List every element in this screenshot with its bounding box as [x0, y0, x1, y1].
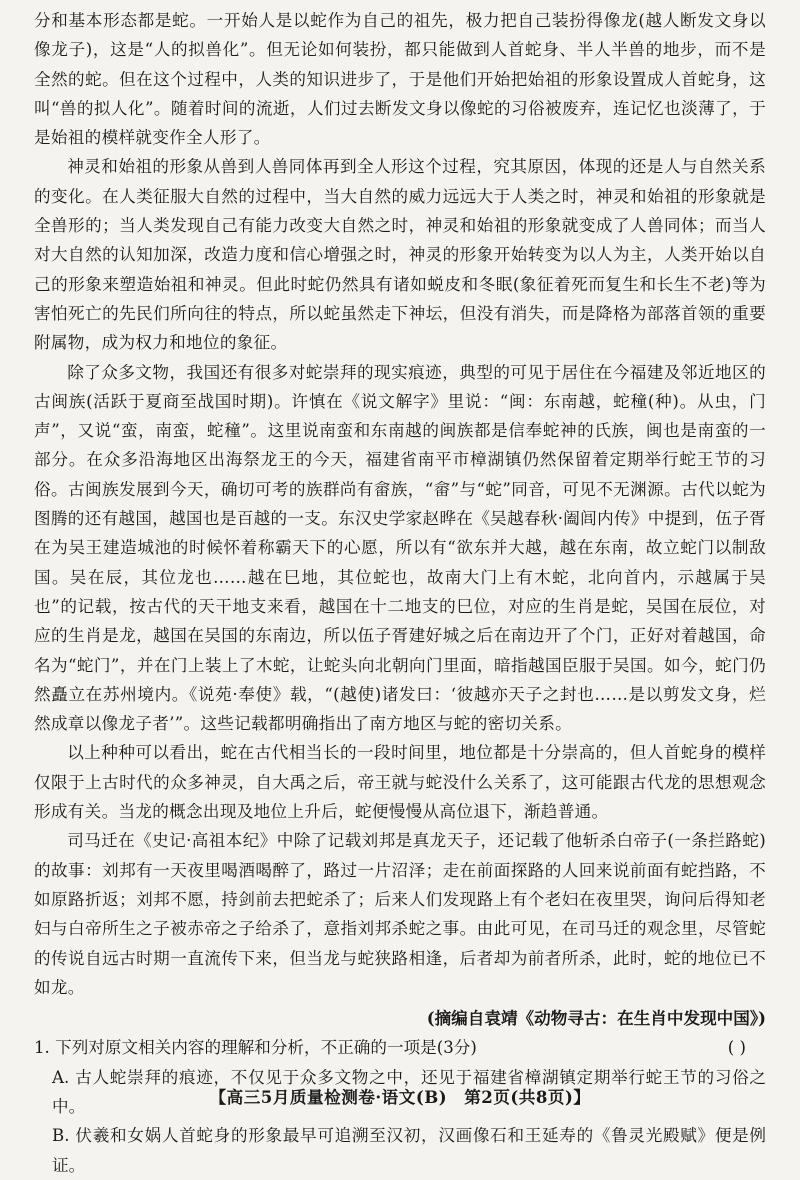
article-paragraph: 神灵和始祖的形象从兽到人兽同体再到全人形这个过程，究其原因，体现的还是人与自然关系的变化。在人类征服大自然的过程中，当大自然的威力远远大于人类之时，神灵和始祖的形象就是全兽形的；当人类发现自己有能力改变大自然之时，神灵和始祖的形象就变成了人兽同体；而当人对大自然的认知加深，改造力度和信心增强之时，神灵的形象开始转变为以人为主，人类开始以自己的形象来塑造始祖和神灵。但此时蛇仍然具有诸如蜕皮和冬眠(象征着死而复生和长生不老)等为害怕死亡的先民们所向往的特点，所以蛇虽然走下神坛，但没有消失，而是降格为部落首领的重要附属物，成为权力和地位的象征。 [34, 157, 766, 353]
question-1 [34, 1033, 766, 1062]
article-paragraph-continued: 分和基本形态都是蛇。一开始人是以蛇作为自己的祖先，极力把自己装扮得像龙(越人断发文身以像龙子)，这是“人的拟兽化”。但无论如何装扮，都只能做到人首蛇身、半人半兽的地步，而不是全然的蛇。但在这个过程中，人类的知识进步了，于是他们开始把始祖的形象设置成人首蛇身，这叫“兽的拟人化”。随着时间的流逝，人们过去断发文身以像蛇的习俗被废弃，连记忆也淡薄了，于是始祖的模样就变作全人形了。 [34, 11, 766, 148]
option-a: A. 古人蛇崇拜的痕迹，不仅见于众多文物之中，还见于福建省樟湖镇定期举行蛇王节的习俗之中。 [52, 1067, 766, 1116]
option-b: B. 伏羲和女娲人首蛇身的形象最早可追溯至汉初，汉画像石和王延寿的《鲁灵光殿赋》便是例证。 [52, 1126, 766, 1175]
page-footer: 【高三5月质量检测卷·语文(B) 第2页(共8页)】 [209, 1087, 591, 1107]
question-stem: 1. 下列对原文相关内容的理解和分析，不正确的一项是(3分) [34, 1038, 477, 1058]
answer-blank: ( ) [727, 1038, 746, 1058]
article-source: (摘编自袁靖《动物寻古：在生肖中发现中国》) [426, 1008, 766, 1029]
article-paragraph: 除了众多文物，我国还有很多对蛇崇拜的现实痕迹，典型的可见于居住在今福建及邻近地区的古闽族(活跃于夏商至战国时期)。许慎在《说文解字》里说：“闽：东南越，蛇穜(种)。从虫，门声”，又说“蛮，南蛮，蛇穜”。这里说南蛮和东南越的闽族都是信奉蛇神的氏族，闽也是南蛮的一部分。在众多沿海地区出海祭龙王的今天，福建省南平市樟湖镇仍然保留着定期举行蛇王节的习俗。古闽族发展到今天，确切可考的族群尚有畲族，“畲”与“蛇”同音，可见不无渊源。古代以蛇为图腾的还有越国，越国也是百越的一支。东汉史学家赵晔在《吴越春秋·阖闾内传》中提到，伍子胥在为吴王建造城池的时候怀着称霸天下的心愿，所以有“欲东并大越，越在东南，故立蛇门以制敌国。吴在辰，其位龙也……越在巳地，其位蛇也，故南大门上有木蛇，北向首内，示越属于吴也”的记载，按古代的天干地支来看，越国在十二地支的巳位，对应的生肖是蛇，吴国在辰位，对应的生肖是龙，越国在吴国的东南边，所以伍子胥建好城之后在南边开了个门，正好对着越国，命名为“蛇门”，并在门上装上了木蛇，让蛇头向北朝向门里面，暗指越国臣服于吴国。如今，蛇门仍然矗立在苏州境内。《说苑·奉使》载，“(越使)诸发曰：‘彼越亦天子之封也……是以剪发文身，烂然成章以像龙子者’”。这些记载都明确指出了南方地区与蛇的密切关系。 [34, 362, 767, 734]
article-paragraph: 司马迁在《史记·高祖本纪》中除了记载刘邦是真龙天子，还记载了他斩杀白帝子(一条拦路蛇)的故事：刘邦有一天夜里喝酒喝醉了，路过一片沼泽；走在前面探路的人回来说前面有蛇挡路，不如原路折返；刘邦不愿，持剑前去把蛇杀了；后来人们发现路上有个老妇在夜里哭，询问后得知老妇与白帝所生之子被赤帝之子给杀了，意指刘邦杀蛇之事。由此可见，在司马迁的观念里，尽管蛇的传说自远古时期一直流传下来，但当龙与蛇狭路相逢，后者却为前者所杀，此时，蛇的地位已不如龙。 [34, 831, 766, 997]
article-paragraph: 以上种种可以看出，蛇在古代相当长的一段时间里，地位都是十分崇高的，但人首蛇身的模样仅限于上古时代的众多神灵，自大禹之后，帝王就与蛇没什么关系了，这可能跟古代龙的思想观念形成有关。当龙的概念出现及地位上升后，蛇便慢慢从高位退下，渐趋普通。 [34, 743, 766, 822]
